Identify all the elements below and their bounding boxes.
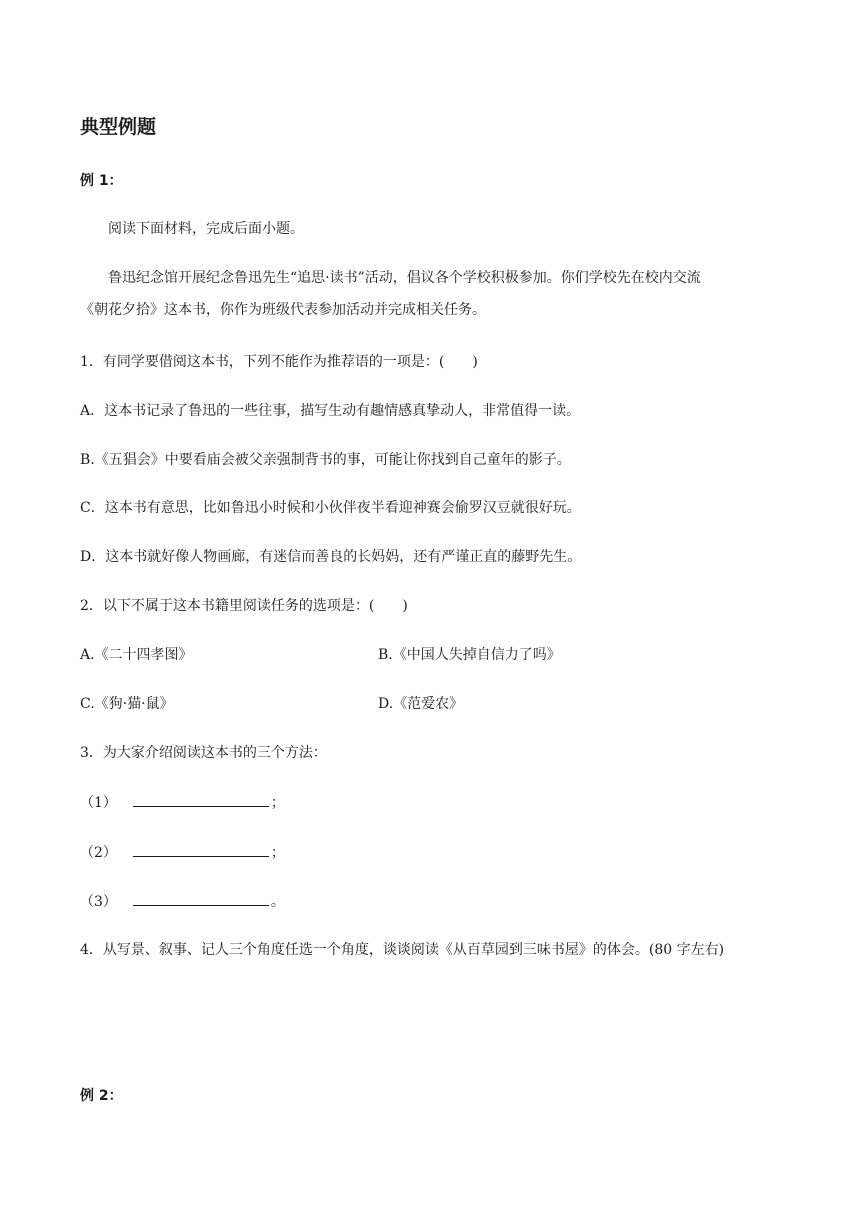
question-4-stem: 4．从写景、叙事、记人三个角度任选一个角度，谈谈阅读《从百草园到三味书屋》的体会。(80 字左右) — [80, 942, 725, 958]
question-3-item-2 — [80, 842, 285, 863]
example-2-label: 例 2： — [80, 1088, 123, 1104]
question-1-stem: 1．有同学要借阅这本书，下列不能作为推荐语的一项是：( ) — [80, 354, 478, 370]
question-3-item-1 — [80, 792, 285, 813]
answer-blank-3[interactable] — [133, 891, 269, 906]
item-3-end: 。 — [270, 894, 285, 910]
question-2-option-a: A.《二十四孝图》 — [80, 647, 193, 663]
question-2-option-b: B.《中国人失掉自信力了吗》 — [378, 647, 561, 663]
item-2-end: ； — [270, 845, 285, 861]
question-3-item-3 — [80, 891, 285, 912]
question-2-stem: 2．以下不属于这本书籍里阅读任务的选项是：( ) — [80, 598, 408, 614]
material-line-2: 《朝花夕拾》这本书，你作为班级代表参加活动并完成相关任务。 — [80, 302, 486, 318]
answer-blank-2[interactable] — [133, 842, 269, 857]
question-3-stem: 3．为大家介绍阅读这本书的三个方法： — [80, 745, 327, 761]
question-1-option-c: C．这本书有意思，比如鲁迅小时候和小伙伴夜半看迎神赛会偷罗汉豆就很好玩。 — [80, 500, 581, 516]
question-2-option-d: D.《范爱农》 — [378, 696, 464, 712]
item-1-end: ； — [270, 795, 285, 811]
item-1-number: （1） — [80, 795, 117, 811]
answer-blank-1[interactable] — [133, 792, 269, 807]
section-title: 典型例题 — [80, 116, 157, 138]
example-1-label: 例 1： — [80, 173, 123, 189]
item-2-number: （2） — [80, 845, 117, 861]
question-1-option-d: D．这本书就好像人物画廊，有迷信而善良的长妈妈，还有严谨正直的藤野先生。 — [80, 549, 582, 565]
question-1-option-a: A．这本书记录了鲁迅的一些往事，描写生动有趣情感真挚动人，非常值得一读。 — [80, 403, 581, 419]
question-1-option-b: B.《五猖会》中要看庙会被父亲强制背书的事，可能让你找到自己童年的影子。 — [80, 452, 571, 468]
item-3-number: （3） — [80, 894, 117, 910]
instruction-text: 阅读下面材料，完成后面小题。 — [108, 221, 304, 237]
material-line-1: 鲁迅纪念馆开展纪念鲁迅先生“追思·读书”活动，倡议各个学校积极参加。你们学校先在校内交流 — [108, 270, 701, 286]
question-2-option-c: C.《狗·猫·鼠》 — [80, 696, 174, 712]
